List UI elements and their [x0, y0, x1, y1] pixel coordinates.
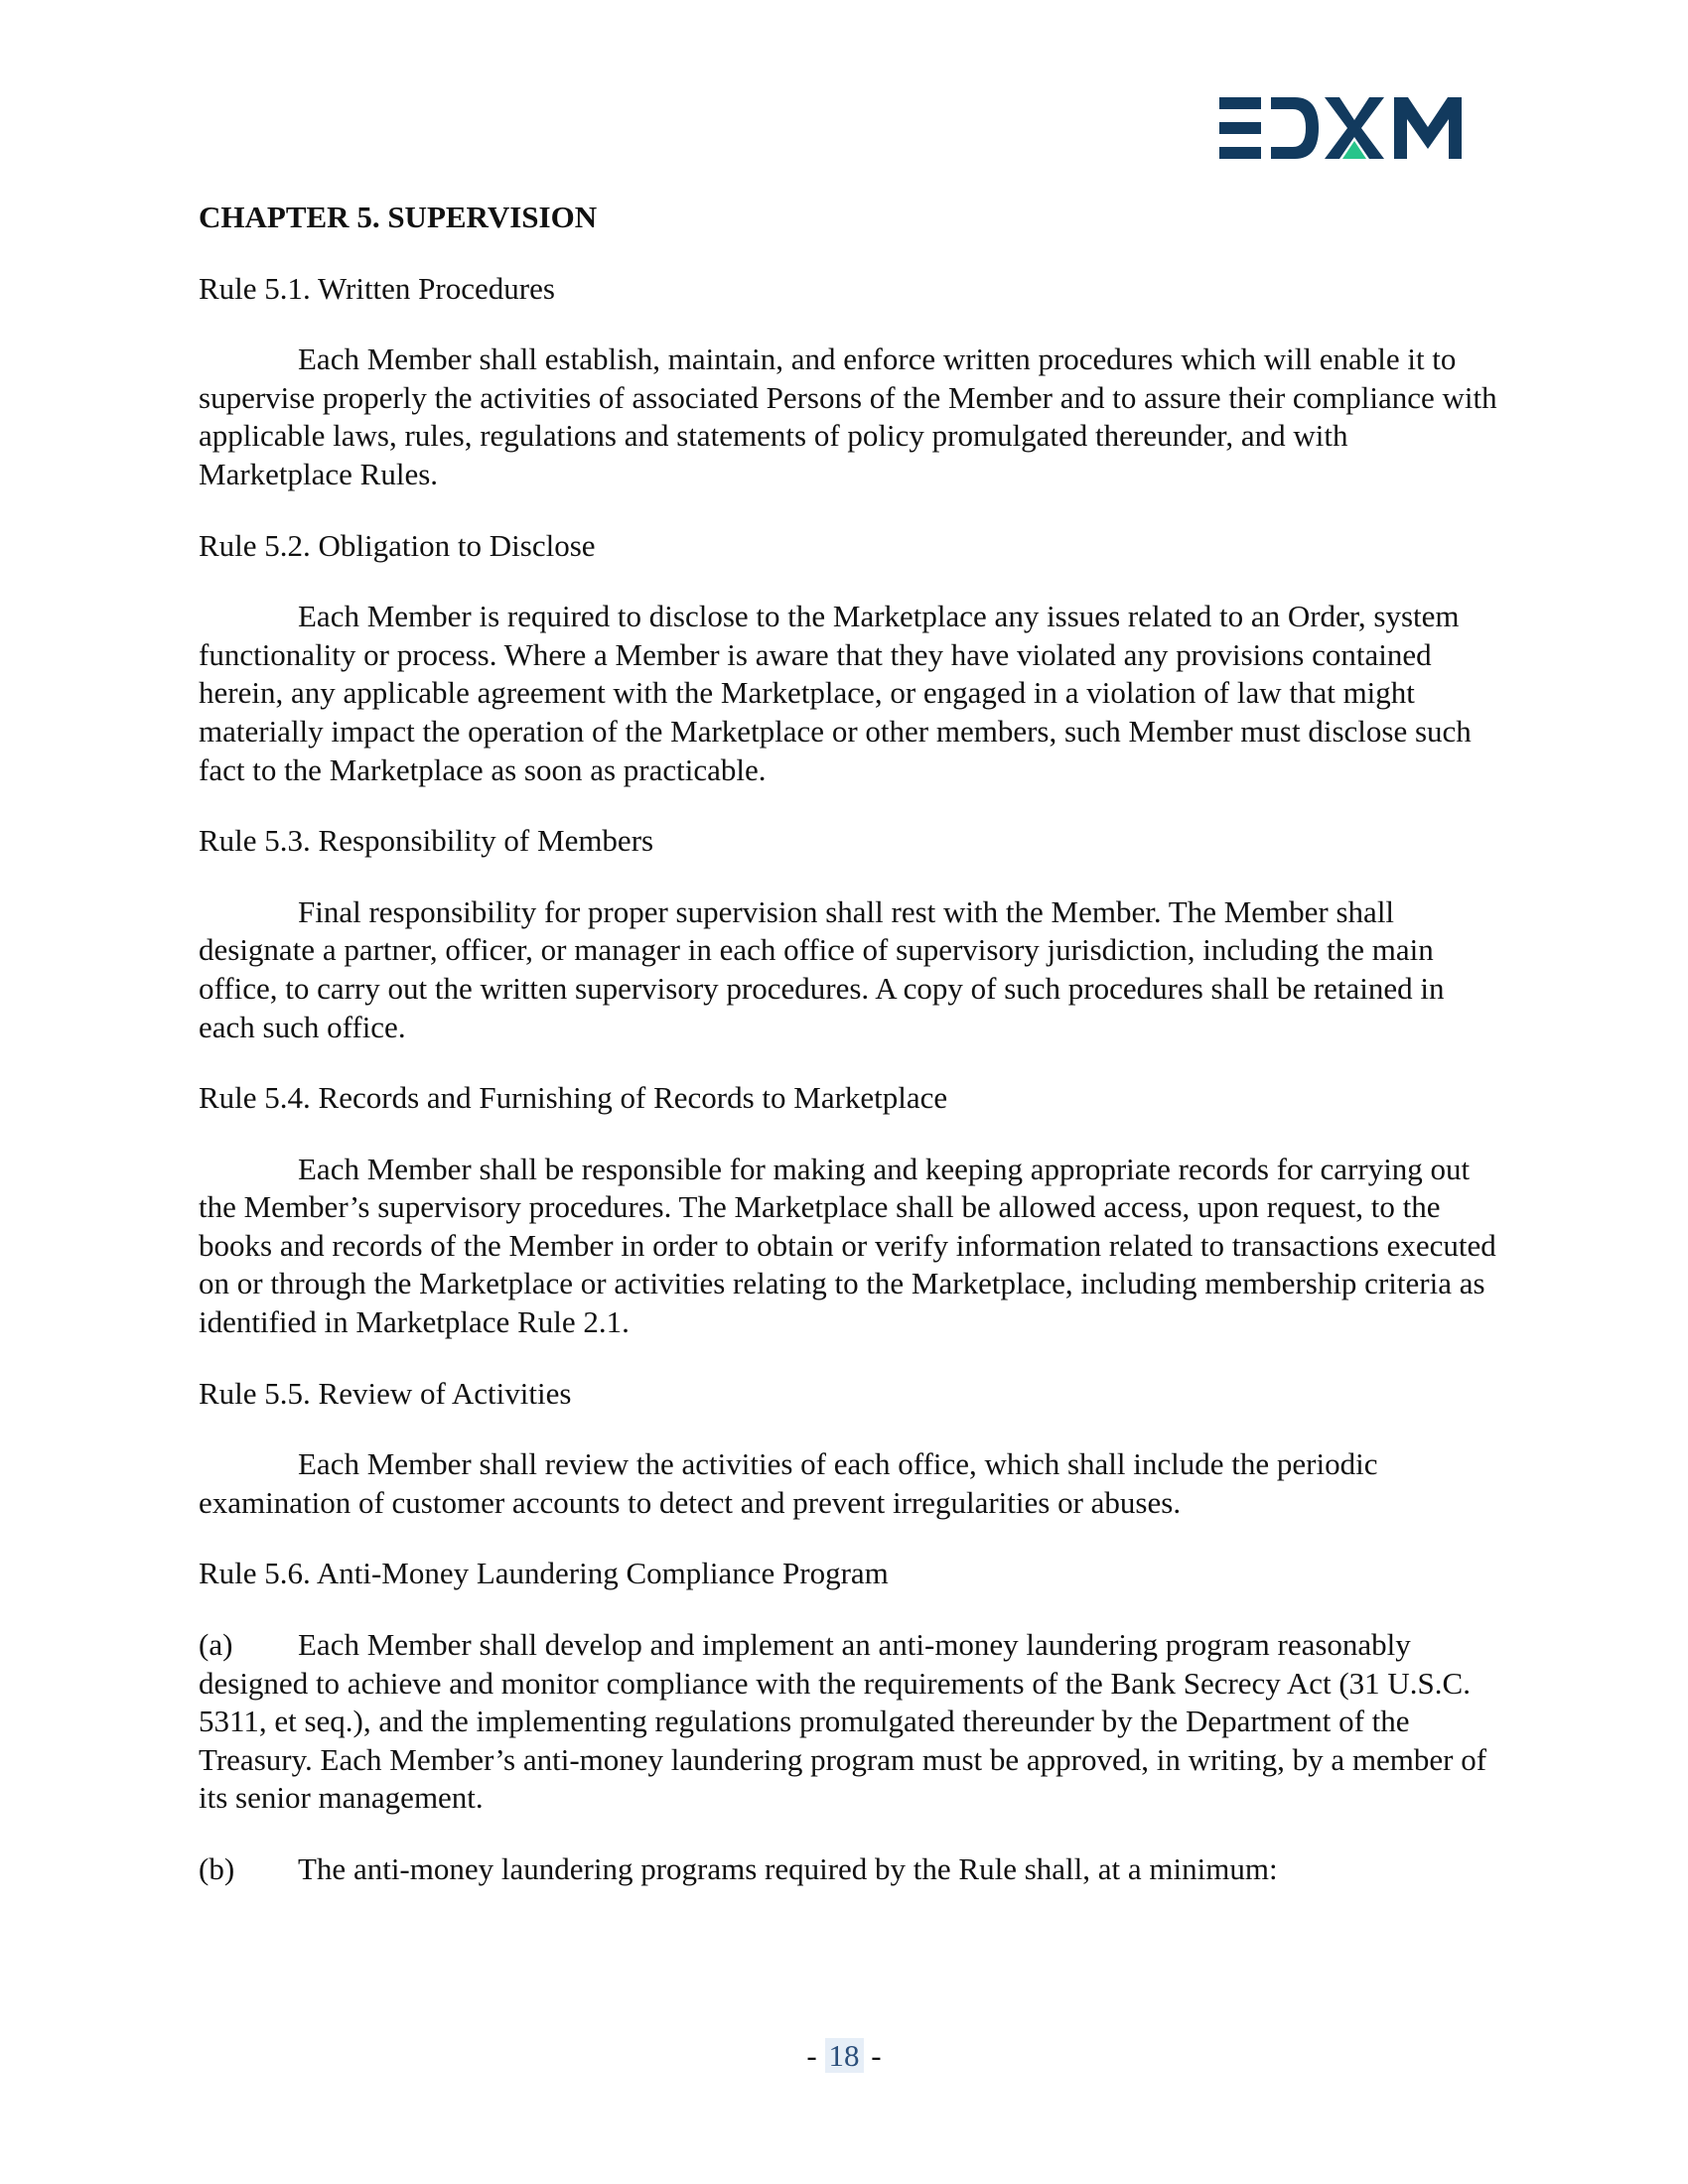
footer-suffix: - [863, 2038, 882, 2073]
rule-body: Final responsibility for proper supervision shall rest with the Member. The Member shall designate a partner, officer, or manager in each office of supervisory jurisdiction, including the main office, to carry out the written supervisory procedures. A copy of such procedures shall be retained in each such office. [199, 893, 1445, 1044]
rule-body: Each Member shall establish, maintain, and enforce written procedures which will enable it to supervise properly the activities of associated Persons of the Member and to assure their compliance with applicable laws, rules, regulations and statements of policy promulgated thereunder, and with Marketplace Rules. [199, 341, 1497, 491]
rule-subsection [199, 1626, 1499, 1818]
subsection-marker: (b) [199, 1851, 235, 1886]
rule-heading: Rule 5.6. Anti-Money Laundering Compliance Program [199, 1556, 889, 1591]
document-body [199, 199, 1499, 1889]
rule-heading: Rule 5.2. Obligation to Disclose [199, 527, 596, 563]
rule-body: Each Member shall be responsible for making and keeping appropriate records for carrying out the Member’s supervisory procedures. The Marketplace shall be allowed access, upon request, to the books and records of the Member in order to obtain or verify information related to transactions executed on or through the Marketplace or activities relating to the Marketplace, including membership criteria as identified in Marketplace Rule 2.1. [199, 1151, 1496, 1340]
rule-heading: Rule 5.3. Responsibility of Members [199, 823, 654, 859]
chapter-title: CHAPTER 5. SUPERVISION [199, 200, 598, 234]
rule-heading: Rule 5.4. Records and Furnishing of Records to Marketplace [199, 1080, 948, 1116]
subsection-text: The anti-money laundering programs required by the Rule shall, at a minimum: [298, 1851, 1278, 1886]
footer-prefix: - [806, 2038, 825, 2073]
page-number: 18 [825, 2038, 864, 2073]
rule-subsection [199, 1850, 1499, 1889]
subsection-marker: (a) [199, 1627, 233, 1663]
rule-body: Each Member is required to disclose to the Marketplace any issues related to an Order, system functionality or process. Where a Member is aware that they have violated any provisions contained herein, any applicable agreement with the Marketplace, or engaged in a violation of law that might materially impact the operation of the Marketplace or other members, such Member must disclose such fact to the Marketplace as soon as practicable. [199, 599, 1472, 787]
page-footer [0, 2037, 1688, 2075]
rule-heading: Rule 5.1. Written Procedures [199, 270, 555, 306]
subsection-text: Each Member shall develop and implement an anti-money laundering program reasonably designed to achieve and monitor compliance with the requirements of the Bank Secrecy Act (31 U.S.C. 5311, et seq.), and the implementing regulations promulgated thereunder by the Department of the Treasury. Each Member’s anti-money laundering program must be approved, in writing, by a member of its senior management. [199, 1627, 1487, 1816]
edxm-logo [1219, 97, 1466, 159]
rule-heading: Rule 5.5. Review of Activities [199, 1375, 572, 1411]
rule-body: Each Member shall review the activities of each office, which shall include the periodic examination of customer accounts to detect and prevent irregularities or abuses. [199, 1446, 1378, 1520]
